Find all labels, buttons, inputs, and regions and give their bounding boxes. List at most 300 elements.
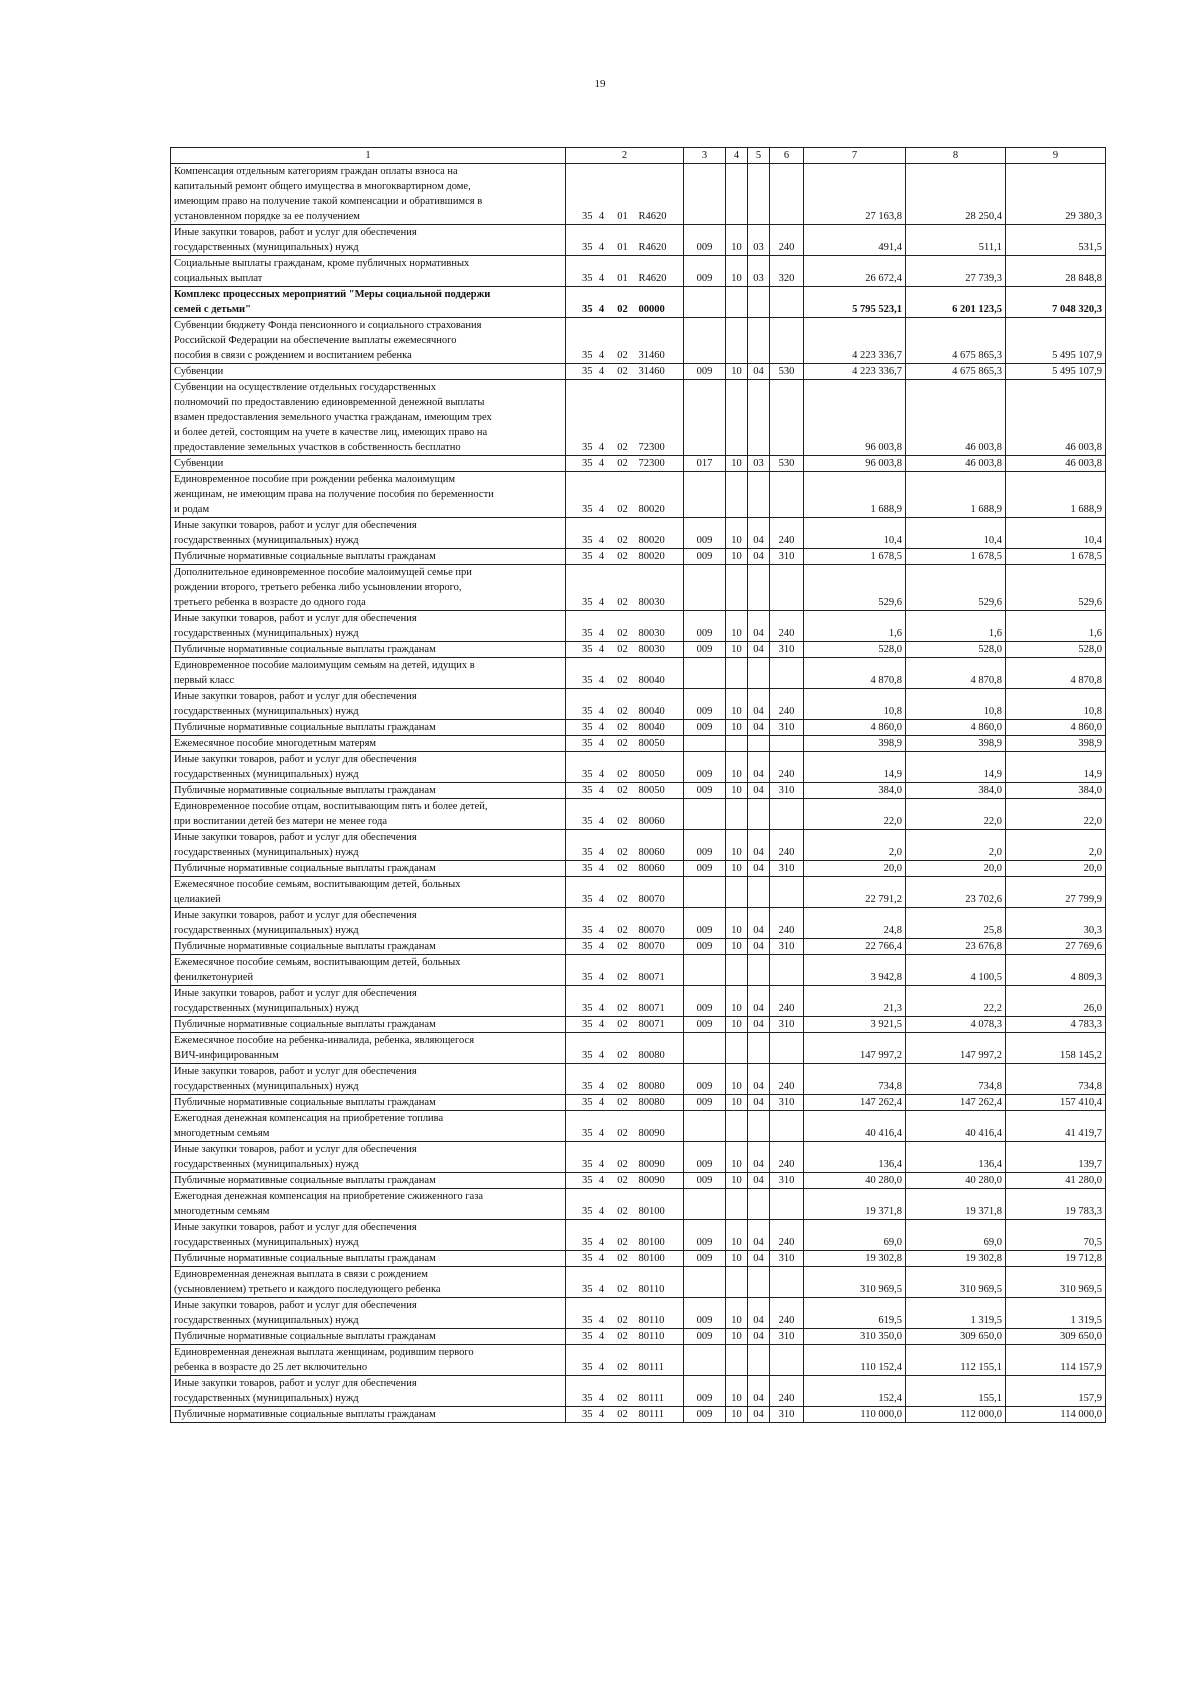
code-part: 4 (598, 535, 605, 546)
target-article-code (566, 380, 684, 456)
section-code: 10 (726, 1298, 748, 1329)
code-part: 4 (598, 894, 605, 905)
section-code: 10 (726, 939, 748, 955)
expense-type-code: 530 (770, 364, 804, 380)
grbs-code (684, 1111, 726, 1142)
code-part: 80070 (638, 941, 665, 952)
code-part: 00000 (638, 304, 665, 315)
grbs-code (684, 565, 726, 611)
code-part: 35 (582, 551, 593, 562)
subsection-code (748, 472, 770, 518)
grbs-code: 009 (684, 1017, 726, 1033)
code-part: 02 (617, 738, 628, 749)
row-name: Иные закупки товаров, работ и услуг для обеспечения государственных (муниципальных) нужд (171, 986, 566, 1017)
target-article-code (566, 830, 684, 861)
subsection-code: 04 (748, 720, 770, 736)
grbs-code: 009 (684, 642, 726, 658)
code-part: 35 (582, 242, 593, 253)
code-part: 35 (582, 706, 593, 717)
code-part: 35 (582, 1097, 593, 1108)
table-row (171, 1376, 1106, 1407)
code-part: 80020 (638, 551, 665, 562)
grbs-code: 009 (684, 1376, 726, 1407)
section-code: 10 (726, 256, 748, 287)
code-part: 4 (598, 1097, 605, 1108)
code-part: 4 (598, 1409, 605, 1420)
column-header: 3 (684, 148, 726, 164)
section-code (726, 877, 748, 908)
expense-type-code (770, 1033, 804, 1064)
target-article-code (566, 1111, 684, 1142)
code-part: 02 (617, 350, 628, 361)
amount-col-7: 40 416,4 (804, 1111, 906, 1142)
amount-col-7: 21,3 (804, 986, 906, 1017)
row-name: Социальные выплаты гражданам, кроме публичных нормативных социальных выплат (171, 256, 566, 287)
expense-type-code: 310 (770, 1407, 804, 1423)
table-row (171, 1033, 1106, 1064)
subsection-code (748, 565, 770, 611)
expense-type-code: 240 (770, 830, 804, 861)
amount-col-8: 1 319,5 (906, 1298, 1006, 1329)
code-part: 4 (598, 706, 605, 717)
row-name: Публичные нормативные социальные выплаты гражданам (171, 939, 566, 955)
amount-col-8: 20,0 (906, 861, 1006, 877)
amount-col-8: 4 675 865,3 (906, 318, 1006, 364)
code-part: 4 (598, 722, 605, 733)
grbs-code: 009 (684, 1095, 726, 1111)
code-part: 02 (617, 1409, 628, 1420)
row-name: Ежегодная денежная компенсация на приобретение сжиженного газа многодетным семьям (171, 1189, 566, 1220)
target-article-code (566, 1189, 684, 1220)
code-part: 35 (582, 366, 593, 377)
code-part: 80111 (638, 1362, 664, 1373)
subsection-code (748, 955, 770, 986)
target-article-code (566, 752, 684, 783)
grbs-code: 009 (684, 611, 726, 642)
code-part: 35 (582, 458, 593, 469)
subsection-code: 04 (748, 1173, 770, 1189)
amount-col-9: 46 003,8 (1006, 380, 1106, 456)
table-row (171, 783, 1106, 799)
subsection-code (748, 1189, 770, 1220)
expense-type-code: 240 (770, 1298, 804, 1329)
row-name: Ежемесячное пособие семьям, воспитывающим детей, больных фенилкетонурией (171, 955, 566, 986)
code-part: 4 (598, 1159, 605, 1170)
code-part: 35 (582, 1393, 593, 1404)
grbs-code: 009 (684, 1064, 726, 1095)
section-code (726, 955, 748, 986)
code-part: 02 (617, 941, 628, 952)
amount-col-7: 27 163,8 (804, 164, 906, 225)
expense-type-code: 310 (770, 1173, 804, 1189)
code-part: 35 (582, 628, 593, 639)
table-row (171, 986, 1106, 1017)
table-row (171, 472, 1106, 518)
expense-type-code: 240 (770, 1376, 804, 1407)
code-part: 80100 (638, 1206, 665, 1217)
grbs-code: 009 (684, 720, 726, 736)
amount-col-9: 20,0 (1006, 861, 1106, 877)
code-part: 02 (617, 597, 628, 608)
row-name: Иные закупки товаров, работ и услуг для обеспечения государственных (муниципальных) нужд (171, 908, 566, 939)
table-row (171, 1095, 1106, 1111)
target-article-code (566, 1407, 684, 1423)
amount-col-9: 46 003,8 (1006, 456, 1106, 472)
expense-type-code: 240 (770, 1142, 804, 1173)
code-part: 35 (582, 644, 593, 655)
amount-col-9: 529,6 (1006, 565, 1106, 611)
code-part: 80020 (638, 504, 665, 515)
code-part: 80071 (638, 1019, 665, 1030)
code-part: 31460 (638, 350, 665, 361)
amount-col-8: 22,2 (906, 986, 1006, 1017)
amount-col-8: 147 262,4 (906, 1095, 1006, 1111)
amount-col-8: 155,1 (906, 1376, 1006, 1407)
amount-col-7: 4 870,8 (804, 658, 906, 689)
amount-col-9: 158 145,2 (1006, 1033, 1106, 1064)
table-row (171, 1111, 1106, 1142)
target-article-code (566, 1142, 684, 1173)
code-part: 35 (582, 769, 593, 780)
amount-col-9: 398,9 (1006, 736, 1106, 752)
subsection-code: 04 (748, 783, 770, 799)
row-name: Публичные нормативные социальные выплаты гражданам (171, 1407, 566, 1423)
target-article-code (566, 1345, 684, 1376)
code-part: 31460 (638, 366, 665, 377)
code-part: 35 (582, 1284, 593, 1295)
code-part: 4 (598, 597, 605, 608)
amount-col-9: 27 769,6 (1006, 939, 1106, 955)
row-name: Единовременное пособие отцам, воспитывающим пять и более детей, при воспитании детей без матери не менее года (171, 799, 566, 830)
subsection-code (748, 1345, 770, 1376)
expense-type-code (770, 799, 804, 830)
grbs-code: 017 (684, 456, 726, 472)
target-article-code (566, 549, 684, 565)
code-part: 4 (598, 1362, 605, 1373)
amount-col-8: 528,0 (906, 642, 1006, 658)
section-code: 10 (726, 1407, 748, 1423)
grbs-code (684, 318, 726, 364)
code-part: 35 (582, 1128, 593, 1139)
code-part: 4 (598, 350, 605, 361)
subsection-code (748, 380, 770, 456)
target-article-code (566, 689, 684, 720)
code-part: 80060 (638, 863, 665, 874)
amount-col-9: 22,0 (1006, 799, 1106, 830)
row-name: Публичные нормативные социальные выплаты гражданам (171, 783, 566, 799)
amount-col-7: 19 371,8 (804, 1189, 906, 1220)
code-part: 02 (617, 1003, 628, 1014)
amount-col-8: 4 870,8 (906, 658, 1006, 689)
amount-col-7: 3 942,8 (804, 955, 906, 986)
code-part: 4 (598, 785, 605, 796)
code-part: 4 (598, 366, 605, 377)
subsection-code: 04 (748, 549, 770, 565)
section-code: 10 (726, 1142, 748, 1173)
code-part: 02 (617, 1097, 628, 1108)
amount-col-9: 10,8 (1006, 689, 1106, 720)
code-part: 35 (582, 1253, 593, 1264)
code-part: 35 (582, 1003, 593, 1014)
code-part: R4620 (638, 273, 667, 284)
amount-col-7: 5 795 523,1 (804, 287, 906, 318)
target-article-code (566, 736, 684, 752)
section-code: 10 (726, 1017, 748, 1033)
amount-col-8: 10,8 (906, 689, 1006, 720)
amount-col-9: 5 495 107,9 (1006, 364, 1106, 380)
subsection-code (748, 799, 770, 830)
section-code: 10 (726, 1220, 748, 1251)
amount-col-8: 22,0 (906, 799, 1006, 830)
grbs-code: 009 (684, 908, 726, 939)
table-row (171, 225, 1106, 256)
amount-col-8: 4 100,5 (906, 955, 1006, 986)
section-code (726, 1267, 748, 1298)
section-code (726, 380, 748, 456)
code-part: 02 (617, 1159, 628, 1170)
code-part: 4 (598, 442, 605, 453)
amount-col-8: 309 650,0 (906, 1329, 1006, 1345)
column-header: 2 (566, 148, 684, 164)
amount-col-9: 1 678,5 (1006, 549, 1106, 565)
amount-col-8: 147 997,2 (906, 1033, 1006, 1064)
amount-col-7: 24,8 (804, 908, 906, 939)
table-row (171, 549, 1106, 565)
grbs-code (684, 877, 726, 908)
expense-type-code: 310 (770, 1017, 804, 1033)
code-part: 80040 (638, 722, 665, 733)
table-row (171, 1267, 1106, 1298)
target-article-code (566, 1017, 684, 1033)
expense-type-code (770, 736, 804, 752)
grbs-code: 009 (684, 364, 726, 380)
table-row (171, 318, 1106, 364)
amount-col-9: 7 048 320,3 (1006, 287, 1106, 318)
amount-col-8: 1 688,9 (906, 472, 1006, 518)
section-code: 10 (726, 908, 748, 939)
subsection-code: 04 (748, 986, 770, 1017)
row-name: Публичные нормативные социальные выплаты гражданам (171, 1095, 566, 1111)
amount-col-7: 40 280,0 (804, 1173, 906, 1189)
subsection-code: 04 (748, 830, 770, 861)
table-row (171, 518, 1106, 549)
code-part: 80050 (638, 769, 665, 780)
column-header: 7 (804, 148, 906, 164)
grbs-code (684, 164, 726, 225)
section-code: 10 (726, 549, 748, 565)
code-part: 02 (617, 504, 628, 515)
grbs-code (684, 472, 726, 518)
row-name: Иные закупки товаров, работ и услуг для обеспечения государственных (муниципальных) нужд (171, 1142, 566, 1173)
grbs-code: 009 (684, 1142, 726, 1173)
subsection-code: 04 (748, 1220, 770, 1251)
expense-type-code (770, 380, 804, 456)
target-article-code (566, 877, 684, 908)
target-article-code (566, 720, 684, 736)
section-code: 10 (726, 720, 748, 736)
row-name: Комплекс процессных мероприятий "Меры социальной поддержи семей с детьми" (171, 287, 566, 318)
grbs-code: 009 (684, 830, 726, 861)
row-name: Субвенции (171, 364, 566, 380)
row-name: Субвенции на осуществление отдельных государственных полномочий по предоставлению единовременной денежной выплаты взамен предоставления земельного участка гражданам, имеющим трех и более детей, состоящим на учете в качестве лиц, имеющих право на предоставление земельных участков в собственность бесплатно (171, 380, 566, 456)
amount-col-8: 529,6 (906, 565, 1006, 611)
section-code: 10 (726, 689, 748, 720)
amount-col-7: 3 921,5 (804, 1017, 906, 1033)
code-part: 4 (598, 273, 605, 284)
table-row (171, 1017, 1106, 1033)
row-name: Публичные нормативные социальные выплаты гражданам (171, 1251, 566, 1267)
code-part: 4 (598, 675, 605, 686)
grbs-code: 009 (684, 1329, 726, 1345)
row-name: Иные закупки товаров, работ и услуг для обеспечения государственных (муниципальных) нужд (171, 830, 566, 861)
table-row (171, 642, 1106, 658)
table-row (171, 799, 1106, 830)
code-part: 4 (598, 304, 605, 315)
page-number: 19 (594, 78, 606, 90)
amount-col-9: 114 000,0 (1006, 1407, 1106, 1423)
code-part: 35 (582, 1081, 593, 1092)
table-row (171, 658, 1106, 689)
expense-type-code (770, 658, 804, 689)
code-part: 4 (598, 242, 605, 253)
amount-col-9: 27 799,9 (1006, 877, 1106, 908)
target-article-code (566, 1267, 684, 1298)
table-row (171, 939, 1106, 955)
expense-type-code (770, 1189, 804, 1220)
row-name: Публичные нормативные социальные выплаты гражданам (171, 1329, 566, 1345)
expense-type-code (770, 1345, 804, 1376)
target-article-code (566, 1329, 684, 1345)
row-name: Ежемесячное пособие на ребенка-инвалида, ребенка, являющегося ВИЧ-инфицированным (171, 1033, 566, 1064)
table-row (171, 1407, 1106, 1423)
code-part: 35 (582, 273, 593, 284)
code-part: 02 (617, 785, 628, 796)
amount-col-9: 2,0 (1006, 830, 1106, 861)
code-part: 4 (598, 1331, 605, 1342)
amount-col-9: 734,8 (1006, 1064, 1106, 1095)
section-code: 10 (726, 830, 748, 861)
amount-col-7: 22 791,2 (804, 877, 906, 908)
target-article-code (566, 908, 684, 939)
target-article-code (566, 164, 684, 225)
code-part: 4 (598, 1003, 605, 1014)
amount-col-9: 114 157,9 (1006, 1345, 1106, 1376)
code-part: 02 (617, 1206, 628, 1217)
target-article-code (566, 783, 684, 799)
subsection-code: 04 (748, 1251, 770, 1267)
grbs-code: 009 (684, 861, 726, 877)
amount-col-8: 734,8 (906, 1064, 1006, 1095)
section-code: 10 (726, 783, 748, 799)
code-part: 80071 (638, 972, 665, 983)
table-row (171, 380, 1106, 456)
code-part: 35 (582, 350, 593, 361)
amount-col-8: 69,0 (906, 1220, 1006, 1251)
code-part: R4620 (638, 242, 667, 253)
table-row (171, 720, 1106, 736)
subsection-code: 04 (748, 689, 770, 720)
amount-col-8: 46 003,8 (906, 456, 1006, 472)
code-part: 02 (617, 769, 628, 780)
expense-type-code: 240 (770, 908, 804, 939)
amount-col-8: 4 860,0 (906, 720, 1006, 736)
subsection-code: 04 (748, 1329, 770, 1345)
code-part: 35 (582, 1175, 593, 1186)
code-part: 80100 (638, 1237, 665, 1248)
table-row (171, 877, 1106, 908)
amount-col-7: 1,6 (804, 611, 906, 642)
section-code: 10 (726, 642, 748, 658)
row-name: Публичные нормативные социальные выплаты гражданам (171, 861, 566, 877)
code-part: 02 (617, 1362, 628, 1373)
code-part: 02 (617, 925, 628, 936)
row-name: Иные закупки товаров, работ и услуг для обеспечения государственных (муниципальных) нужд (171, 1220, 566, 1251)
amount-col-7: 14,9 (804, 752, 906, 783)
subsection-code: 04 (748, 1017, 770, 1033)
code-part: 35 (582, 722, 593, 733)
code-part: 02 (617, 1393, 628, 1404)
subsection-code (748, 1267, 770, 1298)
code-part: 4 (598, 551, 605, 562)
subsection-code (748, 1111, 770, 1142)
expense-type-code (770, 472, 804, 518)
code-part: 02 (617, 1237, 628, 1248)
grbs-code (684, 380, 726, 456)
subsection-code: 04 (748, 1407, 770, 1423)
code-part: 02 (617, 644, 628, 655)
amount-col-9: 14,9 (1006, 752, 1106, 783)
code-part: 35 (582, 1237, 593, 1248)
code-part: 35 (582, 738, 593, 749)
subsection-code: 04 (748, 1095, 770, 1111)
code-part: 4 (598, 847, 605, 858)
expense-type-code (770, 164, 804, 225)
amount-col-9: 1,6 (1006, 611, 1106, 642)
section-code: 10 (726, 1329, 748, 1345)
row-name: Публичные нормативные социальные выплаты гражданам (171, 549, 566, 565)
amount-col-7: 310 969,5 (804, 1267, 906, 1298)
code-part: 35 (582, 816, 593, 827)
amount-col-8: 384,0 (906, 783, 1006, 799)
table-row (171, 955, 1106, 986)
code-part: 80060 (638, 847, 665, 858)
expense-type-code: 310 (770, 939, 804, 955)
code-part: 4 (598, 1237, 605, 1248)
grbs-code: 009 (684, 689, 726, 720)
code-part: 4 (598, 1284, 605, 1295)
row-name: Иные закупки товаров, работ и услуг для обеспечения государственных (муниципальных) нужд (171, 752, 566, 783)
grbs-code (684, 799, 726, 830)
target-article-code (566, 1376, 684, 1407)
amount-col-7: 528,0 (804, 642, 906, 658)
row-name: Единовременная денежная выплата женщинам, родившим первого ребенка в возрасте до 25 лет включительно (171, 1345, 566, 1376)
amount-col-9: 30,3 (1006, 908, 1106, 939)
code-part: 02 (617, 442, 628, 453)
code-part: 80040 (638, 675, 665, 686)
code-part: 80050 (638, 785, 665, 796)
expense-type-code: 240 (770, 689, 804, 720)
amount-col-7: 96 003,8 (804, 380, 906, 456)
section-code: 10 (726, 752, 748, 783)
table-row (171, 256, 1106, 287)
section-code: 10 (726, 1173, 748, 1189)
row-name: Иные закупки товаров, работ и услуг для обеспечения государственных (муниципальных) нужд (171, 1298, 566, 1329)
code-part: 4 (598, 1175, 605, 1186)
code-part: 80030 (638, 597, 665, 608)
section-code: 10 (726, 611, 748, 642)
row-name: Публичные нормативные социальные выплаты гражданам (171, 720, 566, 736)
amount-col-8: 2,0 (906, 830, 1006, 861)
